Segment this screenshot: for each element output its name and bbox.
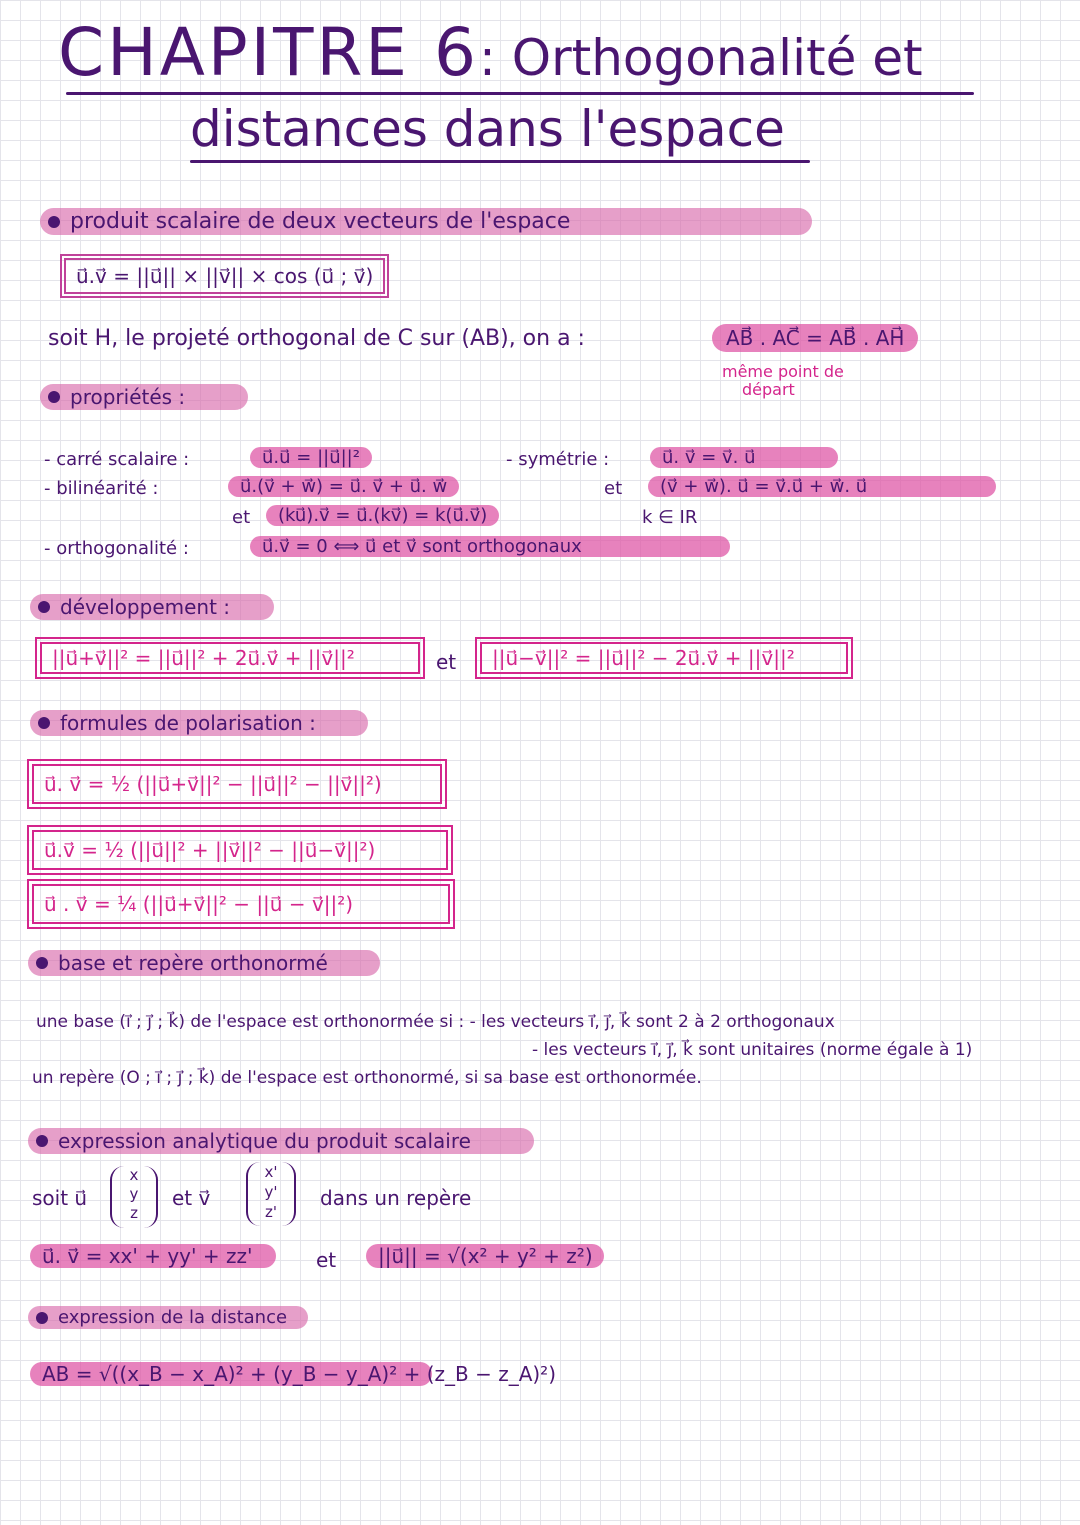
bilinearite-formula-2: (v⃗ + w⃗). u⃗ = v⃗.u⃗ + w⃗. u⃗ (648, 476, 996, 497)
polarisation-formula-2: u⃗.v⃗ = ½ (||u⃗||² + ||v⃗||² − ||u⃗−v⃗||²) (32, 830, 448, 870)
section-heading-distance: expression de la distance (28, 1306, 308, 1329)
soit-u-label: soit u⃗ (32, 1186, 88, 1210)
note-depart: départ (742, 380, 795, 399)
polarisation-formula-3: u⃗ . v⃗ = ¼ (||u⃗+v⃗||² − ||u⃗ − v⃗||²) (32, 884, 450, 924)
base-orthonormee-line-1: une base (i⃗ ; j⃗ ; k⃗) de l'espace est orthonormée si : - les vecteurs i⃗, j⃗, k⃗ sont 2 à 2 orthogonaux (36, 1012, 835, 1032)
projection-text: soit H, le projeté orthogonal de C sur (AB), on a : (48, 326, 585, 351)
projection-formula: AB⃗ . AC⃗ = AB⃗ . AH⃗ (712, 324, 918, 352)
bilinearite-label: - bilinéarité : (44, 478, 159, 499)
section-heading-expression-analytique: expression analytique du produit scalaire (28, 1128, 534, 1154)
v-coord-z: z' (265, 1203, 277, 1221)
u-coordinates (110, 1166, 158, 1228)
symetrie-label: - symétrie : (506, 449, 610, 470)
polarisation-formula-1: u⃗. v⃗ = ½ (||u⃗+v⃗||² − ||u⃗||² − ||v⃗||²) (32, 764, 442, 804)
repere-orthonorme-line: un repère (O ; i⃗ ; j⃗ ; k⃗) de l'espace est orthonormé, si sa base est orthonormée. (32, 1068, 702, 1088)
bilinearite-et: et (604, 478, 623, 499)
developpement-formula-2: ||u⃗−v⃗||² = ||u⃗||² − 2u⃗.v⃗ + ||v⃗||² (480, 642, 848, 674)
title-underline-2 (190, 160, 810, 163)
chapter-number: CHAPITRE 6 (58, 14, 479, 91)
bilinearite-et-2: et (232, 507, 251, 528)
bilinearite-k: k ∈ IR (642, 507, 698, 528)
bilinearite-formula-3: (ku⃗).v⃗ = u⃗.(kv⃗) = k(u⃗.v⃗) (266, 505, 499, 526)
developpement-et: et (436, 650, 457, 674)
page-title (58, 14, 923, 91)
v-coord-y: y' (264, 1183, 278, 1201)
dans-un-repere: dans un repère (320, 1186, 472, 1210)
chapter-title-part2: distances dans l'espace (190, 100, 785, 158)
title-underline-1 (66, 92, 974, 95)
orthogonalite-label: - orthogonalité : (44, 538, 189, 559)
u-coord-x: x (129, 1166, 139, 1184)
developpement-formula-1: ||u⃗+v⃗||² = ||u⃗||² + 2u⃗.v⃗ + ||v⃗||² (40, 642, 420, 674)
u-coord-y: y (129, 1185, 139, 1203)
analytique-formula: u⃗. v⃗ = xx' + yy' + zz' (30, 1244, 276, 1268)
section-heading-proprietes: propriétés : (40, 384, 248, 410)
orthogonalite-formula: u⃗.v⃗ = 0 ⟺ u⃗ et v⃗ sont orthogonaux (250, 536, 730, 557)
section-heading-developpement: développement : (30, 594, 274, 620)
chapter-title-part1: : Orthogonalité et (478, 29, 923, 87)
norme-formula: ||u⃗|| = √(x² + y² + z²) (366, 1244, 604, 1268)
carre-scalaire-formula: u⃗.u⃗ = ||u⃗||² (250, 447, 372, 468)
u-coord-z: z (130, 1204, 138, 1222)
note-meme-point: même point de (722, 362, 844, 381)
carre-scalaire-label: - carré scalaire : (44, 449, 190, 470)
analytique-et: et (316, 1248, 337, 1272)
base-orthonormee-line-2: - les vecteurs i⃗, j⃗, k⃗ sont unitaires (norme égale à 1) (532, 1040, 973, 1060)
symetrie-formula: u⃗. v⃗ = v⃗. u⃗ (650, 447, 838, 468)
bilinearite-formula-1: u⃗.(v⃗ + w⃗) = u⃗. v⃗ + u⃗. w⃗ (228, 476, 459, 497)
section-heading-base-repere: base et repère orthonormé (28, 950, 380, 976)
section-heading-produit-scalaire: produit scalaire de deux vecteurs de l'espace (40, 208, 812, 235)
formula-produit-scalaire: u⃗.v⃗ = ||u⃗|| × ||v⃗|| × cos (u⃗ ; v⃗) (64, 258, 385, 294)
distance-formula: AB = √((x_B − x_A)² + (y_B − y_A)² + (z_B − z_A)²) (30, 1362, 432, 1386)
section-heading-polarisation: formules de polarisation : (30, 710, 368, 736)
et-v-label: et v⃗ (172, 1186, 211, 1210)
v-coordinates (246, 1162, 296, 1226)
v-coord-x: x' (264, 1163, 278, 1181)
